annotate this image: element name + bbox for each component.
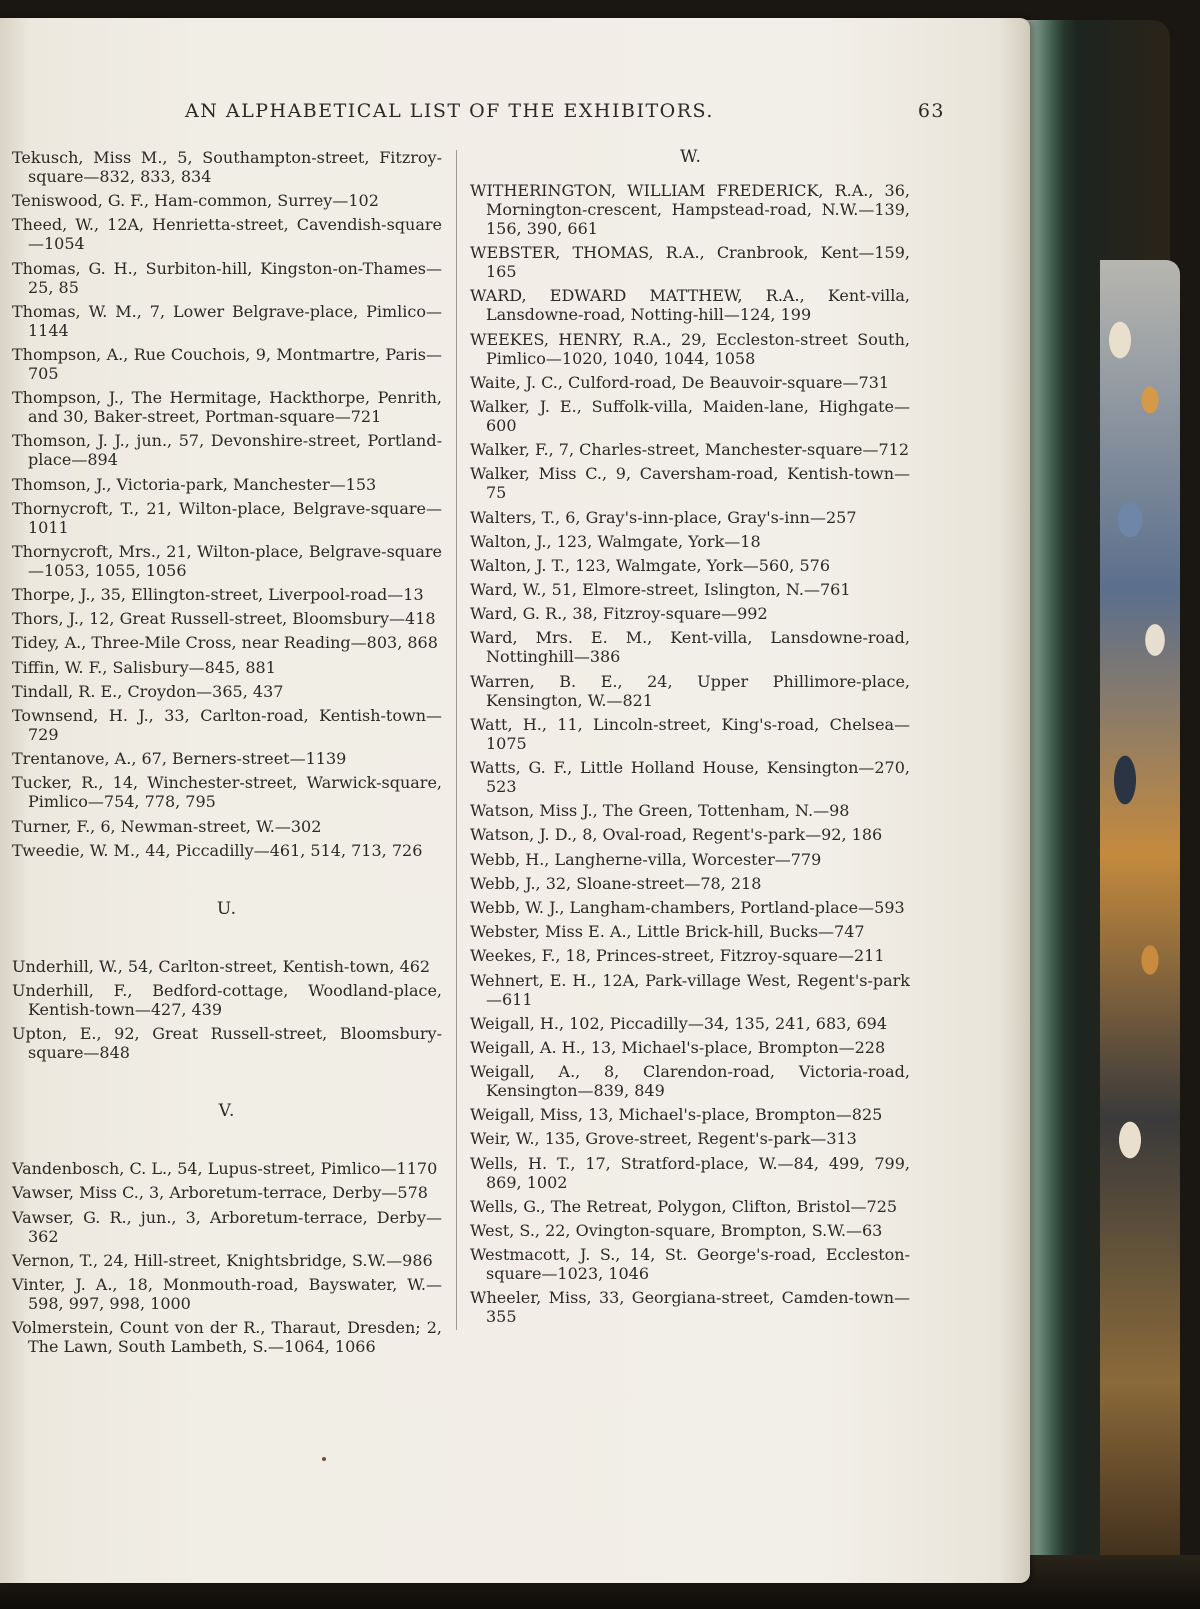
exhibitor-entry: Ward, G. R., 38, Fitzroy-square—992 (470, 604, 768, 624)
exhibitor-entry: Weigall, A. H., 13, Michael's-place, Brompton—228 (470, 1037, 886, 1057)
exhibitor-entry: Weir, W., 135, Grove-street, Regent's-park—313 (470, 1129, 857, 1149)
exhibitor-entry: Tweedie, W. M., 44, Piccadilly—461, 514, 713, 726 (12, 840, 423, 860)
exhibitor-entry: Walker, F., 7, Charles-street, Manchester-square—712 (470, 440, 909, 460)
exhibitor-entry: WITHERINGTON, WILLIAM FREDERICK, R.A., 36, Mornington-crescent, Hampstead-road, N.W.—139, 156, 390, 661 (470, 181, 910, 238)
right-column (470, 148, 910, 1332)
exhibitor-entry: Tidey, A., Three-Mile Cross, near Reading—803, 868 (12, 633, 438, 653)
exhibitor-entry: Ward, Mrs. E. M., Kent-villa, Lansdowne-road, Nottinghill—386 (470, 628, 910, 667)
exhibitor-entry: Turner, F., 6, Newman-street, W.—302 (12, 816, 322, 836)
exhibitor-entry: Walker, Miss C., 9, Caversham-road, Kentish-town—75 (470, 464, 910, 503)
exhibitor-entry: Thompson, A., Rue Couchois, 9, Montmartre, Paris—705 (12, 344, 442, 383)
exhibitor-entry: Tucker, R., 14, Winchester-street, Warwick-square, Pimlico—754, 778, 795 (12, 773, 442, 812)
exhibitor-entry: Thomas, W. M., 7, Lower Belgrave-place, Pimlico—1144 (12, 301, 442, 340)
exhibitor-entry: Teniswood, G. F., Ham-common, Surrey—102 (12, 191, 379, 211)
exhibitor-entry: Walton, J., 123, Walmgate, York—18 (470, 531, 761, 551)
exhibitor-entry: Thomson, J., Victoria-park, Manchester—153 (12, 474, 377, 494)
exhibitor-entry: Waite, J. C., Culford-road, De Beauvoir-square—731 (470, 372, 890, 392)
exhibitor-entry: Webb, H., Langherne-villa, Worcester—779 (470, 849, 822, 869)
t-entries-list (12, 148, 442, 860)
exhibitor-entry: Tiffin, W. F., Salisbury—845, 881 (12, 657, 276, 677)
exhibitor-entry: Upton, E., 92, Great Russell-street, Bloomsbury-square—848 (12, 1024, 442, 1063)
exhibitor-entry: Westmacott, J. S., 14, St. George's-road, Eccleston-square—1023, 1046 (470, 1245, 910, 1284)
exhibitor-entry: Webb, W. J., Langham-chambers, Portland-place—593 (470, 897, 905, 917)
exhibitor-entry: Warren, B. E., 24, Upper Phillimore-place, Kensington, W.—821 (470, 671, 910, 710)
exhibitor-entry: Wehnert, E. H., 12A, Park-village West, Regent's-park—611 (470, 970, 910, 1009)
page-header (185, 100, 945, 130)
exhibitor-entry: Volmerstein, Count von der R., Tharaut, Dresden; 2, The Lawn, South Lambeth, S.—1064, 1066 (12, 1318, 442, 1357)
exhibitor-entry: West, S., 22, Ovington-square, Brompton, S.W.—63 (470, 1221, 883, 1240)
exhibitor-entry: Watson, J. D., 8, Oval-road, Regent's-park—92, 186 (470, 825, 883, 845)
exhibitor-entry: Weigall, A., 8, Clarendon-road, Victoria-road, Kensington—839, 849 (470, 1062, 910, 1101)
page-number: 63 (917, 100, 945, 122)
exhibitor-entry: Tindall, R. E., Croydon—365, 437 (12, 681, 284, 701)
exhibitor-entry: Vinter, J. A., 18, Monmouth-road, Bayswater, W.—598, 997, 998, 1000 (12, 1274, 442, 1313)
section-heading-v: V. (218, 1101, 236, 1122)
section-heading-u: U. (216, 898, 238, 919)
exhibitor-entry: Thomson, J. J., jun., 57, Devonshire-street, Portland-place—894 (12, 431, 442, 470)
exhibitor-entry: Weigall, H., 102, Piccadilly—34, 135, 241, 683, 694 (470, 1013, 888, 1033)
exhibitor-entry: Underhill, W., 54, Carlton-street, Kentish-town, 462 (12, 956, 431, 976)
exhibitor-entry: Wells, G., The Retreat, Polygon, Clifton, Bristol—725 (470, 1196, 898, 1216)
exhibitor-entry: Weigall, Miss, 13, Michael's-place, Brompton—825 (470, 1105, 883, 1125)
exhibitor-entry: Walton, J. T., 123, Walmgate, York—560, 576 (470, 555, 831, 575)
exhibitor-entry: WEBSTER, THOMAS, R.A., Cranbrook, Kent—159, 165 (470, 243, 910, 282)
exhibitor-entry: Tekusch, Miss M., 5, Southampton-street, Fitzroy-square—832, 833, 834 (12, 148, 442, 186)
exhibitor-entry: Vawser, Miss C., 3, Arboretum-terrace, Derby—578 (12, 1183, 428, 1203)
exhibitor-entry: Thorpe, J., 35, Ellington-street, Liverpool-road—13 (12, 585, 424, 605)
exhibitor-entry: WARD, EDWARD MATTHEW, R.A., Kent-villa, Lansdowne-road, Notting-hill—124, 199 (470, 286, 910, 325)
column-divider (456, 150, 457, 1330)
exhibitor-entry: Watts, G. F., Little Holland House, Kensington—270, 523 (470, 758, 910, 796)
exhibitor-entry: Wells, H. T., 17, Stratford-place, W.—84, 499, 799, 869, 1002 (470, 1153, 910, 1192)
exhibitor-entry: Thornycroft, T., 21, Wilton-place, Belgrave-square—1011 (12, 498, 442, 537)
exhibitor-entry: Vawser, G. R., jun., 3, Arboretum-terrace, Derby—362 (12, 1207, 442, 1246)
exhibitor-entry: Thompson, J., The Hermitage, Hackthorpe, Penrith, and 30, Baker-street, Portman-square—721 (12, 388, 442, 427)
exhibitor-entry: Vernon, T., 24, Hill-street, Knightsbridge, S.W.—986 (12, 1250, 433, 1270)
page-title: AN ALPHABETICAL LIST OF THE EXHIBITORS. (185, 100, 714, 122)
exhibitor-entry: WEEKES, HENRY, R.A., 29, Eccleston-street South, Pimlico—1020, 1040, 1044, 1058 (470, 329, 910, 368)
exhibitor-entry: Trentanove, A., 67, Berners-street—1139 (12, 749, 347, 769)
exhibitor-entry: Underhill, F., Bedford-cottage, Woodland-place, Kentish-town—427, 439 (12, 980, 442, 1019)
exhibitor-entry: Webster, Miss E. A., Little Brick-hill, Bucks—747 (470, 922, 865, 942)
exhibitor-entry: Thors, J., 12, Great Russell-street, Bloomsbury—418 (12, 609, 436, 629)
exhibitor-entry: Watson, Miss J., The Green, Tottenham, N.—98 (470, 801, 850, 821)
exhibitor-entry: Walters, T., 6, Gray's-inn-place, Gray's-inn—257 (470, 507, 857, 527)
w-entries-list (470, 181, 910, 1326)
exhibitor-entry: Walker, J. E., Suffolk-villa, Maiden-lane, Highgate—600 (470, 396, 910, 435)
u-entries-list (12, 957, 442, 1062)
ink-speck (322, 1457, 326, 1461)
exhibitor-entry: Webb, J., 32, Sloane-street—78, 218 (470, 873, 762, 893)
marbled-page-edge (1100, 260, 1180, 1580)
exhibitor-entry: Townsend, H. J., 33, Carlton-road, Kentish-town—729 (12, 706, 442, 744)
exhibitor-entry: Watt, H., 11, Lincoln-street, King's-road, Chelsea—1075 (470, 714, 910, 753)
left-column (12, 148, 442, 1361)
exhibitor-entry: Weekes, F., 18, Princes-street, Fitzroy-square—211 (470, 946, 885, 966)
exhibitor-entry: Wheeler, Miss, 33, Georgiana-street, Camden-town—355 (470, 1288, 910, 1327)
exhibitor-entry: Thomas, G. H., Surbiton-hill, Kingston-on-Thames—25, 85 (12, 258, 442, 297)
exhibitor-entry: Vandenbosch, C. L., 54, Lupus-street, Pimlico—1170 (12, 1159, 438, 1179)
v-entries-list (12, 1159, 442, 1356)
exhibitor-entry: Theed, W., 12A, Henrietta-street, Cavendish-square—1054 (12, 215, 442, 254)
section-heading-w: W. (680, 147, 702, 167)
exhibitor-entry: Thornycroft, Mrs., 21, Wilton-place, Belgrave-square—1053, 1055, 1056 (12, 541, 442, 580)
exhibitor-entry: Ward, W., 51, Elmore-street, Islington, N.—761 (470, 580, 851, 600)
